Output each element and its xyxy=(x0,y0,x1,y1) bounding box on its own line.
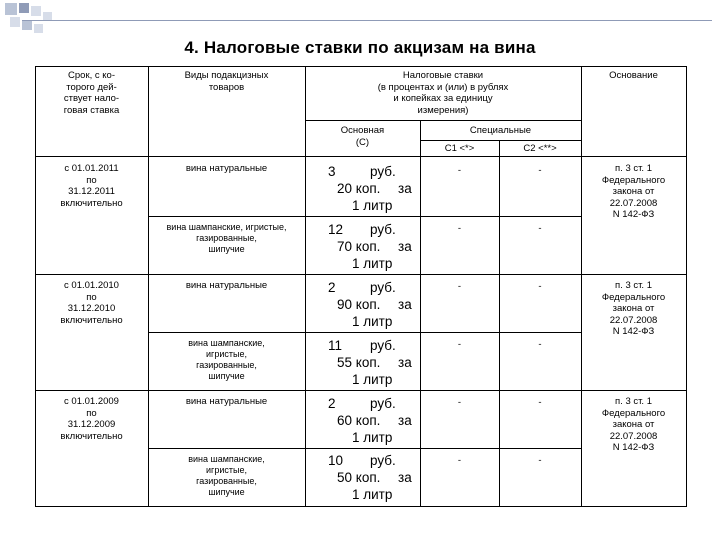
header-basis: Основание xyxy=(609,70,658,81)
c1-cell: - xyxy=(457,397,462,408)
page-title: 4. Налоговые ставки по акцизам на вина xyxy=(184,38,536,57)
rate-kopecks: 50 коп. xyxy=(337,470,381,485)
header-c1: С1 <*> xyxy=(444,143,475,154)
c1-cell: - xyxy=(457,339,462,350)
period-cell: с 01.01.2010 по 31.12.2010 включительно xyxy=(60,280,123,326)
goods-cell: вина шампанские, игристые, газированные, шипучие xyxy=(166,222,287,254)
basis-cell: п. 3 ст. 1 Федерального закона от 22.07.2008 N 142-ФЗ xyxy=(601,396,666,453)
c2-cell: - xyxy=(538,165,542,176)
rate-unit: руб. xyxy=(370,222,396,237)
rate-unit: руб. xyxy=(370,396,396,411)
header-period: Срок, с ко- торого дей- ствует нало- говая ставка xyxy=(63,70,120,116)
rate-amount: 2 xyxy=(328,280,336,295)
header-main-rate: Основная (С) xyxy=(340,125,385,148)
goods-cell: вина натуральные xyxy=(185,396,268,407)
c1-cell: - xyxy=(457,165,462,176)
c2-cell: - xyxy=(538,397,542,408)
col-divider xyxy=(305,66,306,507)
basis-cell: п. 3 ст. 1 Федерального закона от 22.07.2008 N 142-ФЗ xyxy=(601,280,666,337)
table-special-line xyxy=(420,140,581,141)
table-border-right xyxy=(686,66,687,507)
c2-cell: - xyxy=(538,455,542,466)
rate-measure: 1 литр xyxy=(352,372,393,387)
rate-unit: руб. xyxy=(370,453,396,468)
rate-kopecks: 70 коп. xyxy=(337,239,381,254)
table-border-left xyxy=(35,66,36,507)
c2-cell: - xyxy=(538,339,542,350)
col-divider xyxy=(420,120,421,507)
c1-cell: - xyxy=(457,223,462,234)
row-divider xyxy=(35,274,686,275)
period-cell: с 01.01.2011 по 31.12.2011 включительно xyxy=(60,163,123,209)
rate-amount: 12 xyxy=(328,222,344,237)
rate-amount: 10 xyxy=(328,453,344,468)
col-divider xyxy=(581,66,582,507)
header-special-rates: Специальные xyxy=(469,125,532,136)
header-goods: Виды подакцизных товаров xyxy=(184,70,269,93)
rate-per: за xyxy=(398,181,412,196)
col-divider xyxy=(148,66,149,507)
rate-unit: руб. xyxy=(370,280,396,295)
goods-cell: вина шампанские, игристые, газированные, шипучие xyxy=(188,338,265,381)
rate-per: за xyxy=(398,413,412,428)
row-divider xyxy=(148,332,581,333)
table-border-top xyxy=(35,66,686,67)
table-subheader-line xyxy=(305,120,581,121)
c1-cell: - xyxy=(457,455,462,466)
table-border-bottom xyxy=(35,506,686,507)
rate-measure: 1 литр xyxy=(352,198,393,213)
rate-amount: 11 xyxy=(328,338,343,353)
goods-cell: вина шампанские, игристые, газированные, шипучие xyxy=(188,454,265,497)
c2-cell: - xyxy=(538,223,542,234)
table-header-bottom xyxy=(35,156,686,157)
rate-kopecks: 90 коп. xyxy=(337,297,381,312)
rate-per: за xyxy=(398,297,412,312)
c1-cell: - xyxy=(457,281,462,292)
rate-measure: 1 литр xyxy=(352,314,393,329)
rate-kopecks: 60 коп. xyxy=(337,413,381,428)
rate-amount: 3 xyxy=(328,164,336,179)
basis-cell: п. 3 ст. 1 Федерального закона от 22.07.2008 N 142-ФЗ xyxy=(601,163,666,220)
goods-cell: вина натуральные xyxy=(185,163,268,174)
row-divider xyxy=(148,216,581,217)
period-cell: с 01.01.2009 по 31.12.2009 включительно xyxy=(60,396,123,442)
rate-per: за xyxy=(398,355,412,370)
rate-per: за xyxy=(398,239,412,254)
rate-measure: 1 литр xyxy=(352,487,393,502)
goods-cell: вина натуральные xyxy=(185,280,268,291)
rate-measure: 1 литр xyxy=(352,430,393,445)
rate-kopecks: 20 коп. xyxy=(337,181,381,196)
rate-per: за xyxy=(398,470,412,485)
c2-cell: - xyxy=(538,281,542,292)
row-divider xyxy=(148,448,581,449)
rate-kopecks: 55 коп. xyxy=(337,355,381,370)
rate-unit: руб. xyxy=(370,164,396,179)
rate-unit: руб. xyxy=(370,338,396,353)
header-rule xyxy=(22,20,712,21)
header-rates: Налоговые ставки (в процентах и (или) в рублях и копейках за единицу измерения) xyxy=(377,70,509,116)
rate-amount: 2 xyxy=(328,396,336,411)
rate-measure: 1 литр xyxy=(352,256,393,271)
row-divider xyxy=(35,390,686,391)
header-c2: С2 <**> xyxy=(523,143,557,154)
col-divider xyxy=(499,140,500,507)
